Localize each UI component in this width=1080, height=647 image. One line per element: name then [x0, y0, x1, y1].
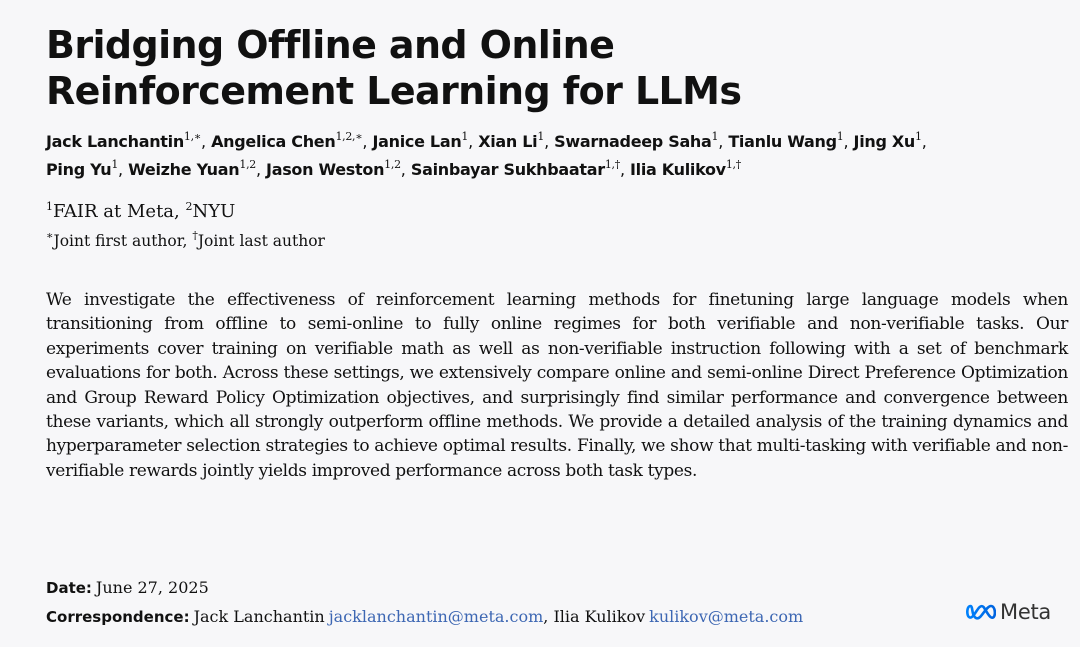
note-text: Joint last author [197, 232, 325, 250]
correspondence-name: Jack Lanchantin [193, 607, 325, 626]
author-affiliation-mark: 1,2 [384, 158, 401, 171]
note-text: Joint first author, [53, 232, 193, 250]
author: Tianlu Wang$^1$, [728, 130, 849, 151]
date-value: June 27, 2025 [95, 578, 209, 597]
paper-title-line-2: Reinforcement Learning for LLMs [46, 69, 742, 113]
author-name: Jing Xu [853, 132, 916, 151]
date-label: Date: [46, 579, 92, 597]
correspondence-email-link[interactable]: jacklanchantin@meta.com [328, 607, 544, 626]
paper-title-line-1: Bridging Offline and Online [46, 23, 615, 67]
date-row [46, 574, 803, 603]
author: Weizhe Yuan$^{1,2}$, [128, 158, 261, 179]
author-name: Jack Lanchantin [46, 132, 184, 151]
meta-infinity-icon [966, 603, 996, 621]
author-affiliation-mark: 1,∗ [183, 130, 201, 143]
correspondence-name: , Ilia Kulikov [543, 607, 646, 626]
correspondence-email-link[interactable]: kulikov@meta.com [649, 607, 804, 626]
affiliations [46, 200, 235, 224]
correspondence-row [46, 603, 803, 632]
author-name: Swarnadeep Saha [554, 132, 712, 151]
author [630, 160, 741, 179]
author-affiliation-mark: 1 [111, 158, 119, 171]
author: Swarnadeep Saha$^1$, [554, 130, 724, 151]
author-name: Weizhe Yuan [128, 160, 240, 179]
author-affiliation-mark: 1 [537, 130, 545, 143]
affiliation-mark: 1 [46, 200, 53, 213]
author-affiliation-mark: 1 [836, 130, 844, 143]
meta-logo-text: Meta [1000, 600, 1051, 624]
meta-logo [966, 600, 1051, 624]
paper-title [46, 22, 1046, 114]
author: Janice Lan$^1$, [372, 130, 473, 151]
author: Angelica Chen$^{1,2,∗}$, [211, 130, 368, 151]
abstract: We investigate the effectiveness of reinforcement learning methods for finetuning large language models when transitioning from offline to semi-online to fully online regimes for both verifiable and non-verifiable tasks. Our experiments cover training on verifiable math as well as non-verifiable instruction following with a set of benchmark evaluations for both. Across these settings, we extensively compare online and semi-online Direct Preference Optimization and Group Reward Policy Optimization objectives, and surprisingly find similar performance and convergence between these variants, which all strongly outperform offline methods. We provide a detailed analysis of the training dynamics and hyperparameter selection strategies to achieve optimal results. Finally, we show that multi-tasking with verifiable and non-verifiable rewards jointly yields improved performance across both task types. [46, 290, 1068, 481]
affiliation-text: FAIR at Meta, [53, 201, 186, 222]
author: Jason Weston$^{1,2}$, [266, 158, 406, 179]
correspondence-label: Correspondence: [46, 608, 190, 626]
author-name: Tianlu Wang [728, 132, 837, 151]
author: Sainbayar Sukhbaatar$^{1,\dagger}$, [410, 158, 625, 179]
note-mark: † [192, 229, 198, 242]
author-affiliation-mark: 1,† [725, 158, 741, 171]
author-affiliation-mark: 1,† [604, 158, 620, 171]
author: Ping Yu$^1$, [46, 158, 123, 179]
author: Jing Xu$^1$, [853, 130, 927, 151]
author-name: Jason Weston [266, 160, 385, 179]
paper-metadata [46, 574, 803, 632]
author-notes [46, 230, 325, 252]
author-name: Sainbayar Sukhbaatar [410, 160, 605, 179]
note-mark: ∗ [46, 229, 54, 242]
author-name: Janice Lan [372, 132, 462, 151]
author-name: Ilia Kulikov [630, 160, 726, 179]
author-affiliation-mark: 1,2 [239, 158, 256, 171]
author: Jack Lanchantin$^{1,∗}$, [46, 130, 206, 151]
author-name: Angelica Chen [211, 132, 336, 151]
author: Xian Li$^1$, [478, 130, 549, 151]
author-affiliation-mark: 1 [915, 130, 922, 143]
author-list [46, 128, 1076, 184]
author-name: Ping Yu [46, 160, 112, 179]
affiliation-mark: 2 [185, 200, 193, 213]
author-affiliation-mark: 1 [711, 130, 719, 143]
author-affiliation-mark: 1 [461, 130, 469, 143]
affiliation-text: NYU [192, 201, 236, 222]
author-affiliation-mark: 1,2,∗ [335, 130, 363, 143]
author-name: Xian Li [478, 132, 538, 151]
